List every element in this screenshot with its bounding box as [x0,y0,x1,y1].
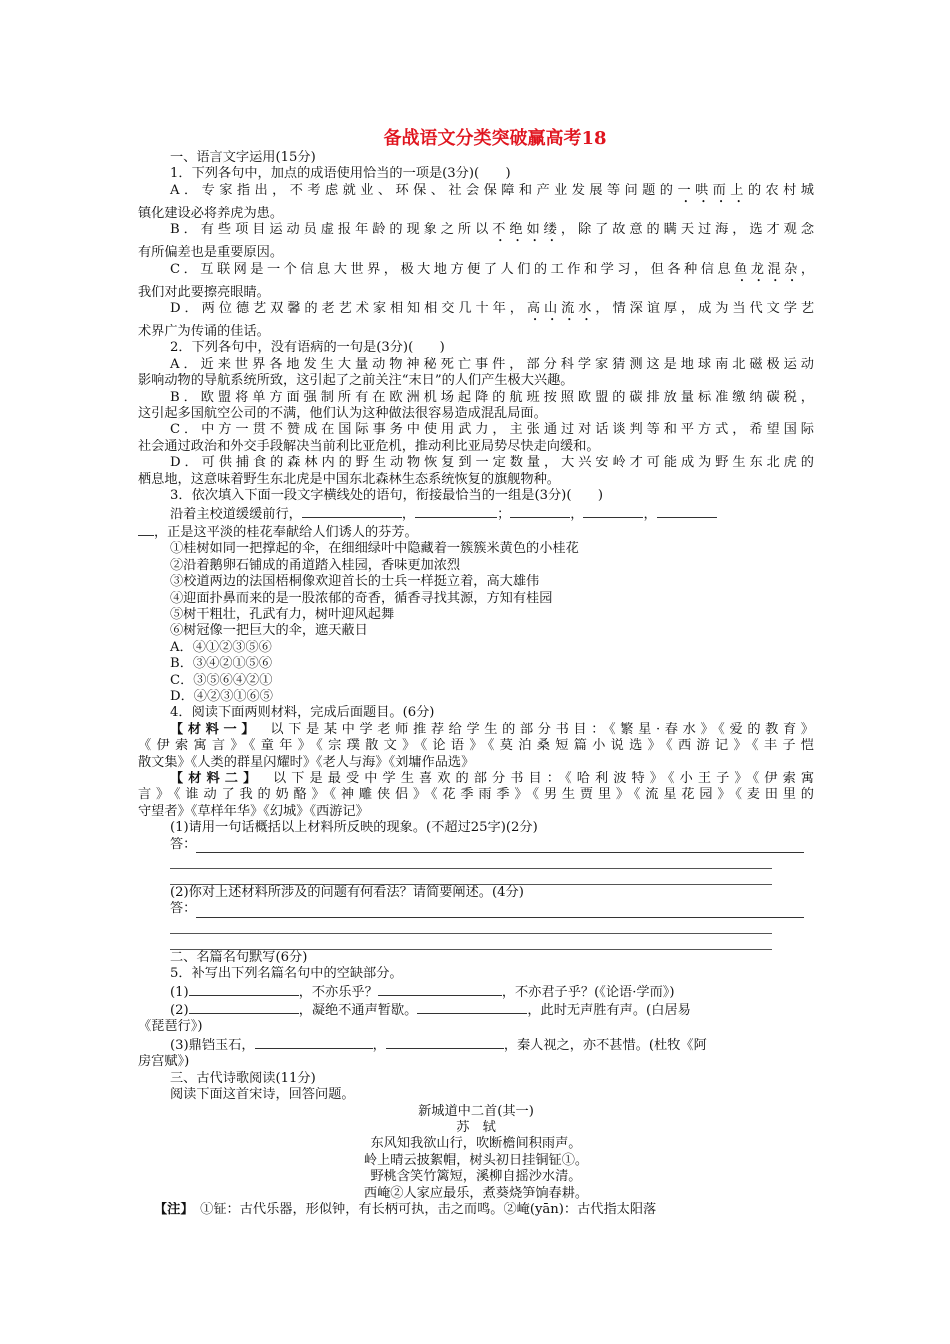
q1-option-d-cont: 术界广为传诵的佳话。 [138,324,270,340]
document-page [138,128,814,1218]
q4-answer-2: 答： [138,901,814,917]
q1-stem: 1．下列各句中，加点的成语使用恰当的一项是(3分)( ) [170,166,511,182]
q1-option-a: A．专家指出，不考虑就业、环保、社会保障和产业发展等问题的一哄而上的农村城 [170,182,814,198]
section-3-heading: 三、古代诗歌阅读(11分) [170,1070,316,1086]
q3-option: C．③⑤⑥④②① [170,672,273,688]
q5-blank[interactable] [386,1036,504,1049]
q3-blank-2[interactable] [415,505,497,518]
q4-material-1-cont: 散文集》《人类的群星闪耀时》《老人与海》《刘墉作品选》 [138,754,475,770]
q3-item: ①桂树如同一把撑起的伞，在细细绿叶中隐藏着一簇簇米黄色的小桂花 [170,541,579,557]
q3-blank-6[interactable] [138,523,154,536]
section-2-heading: 二、名篇名句默写(6分) [170,949,308,965]
q5-stem: 5．补写出下列名篇名句中的空缺部分。 [170,966,403,982]
q1-c-idiom: 鱼龙混杂 [734,261,801,277]
q2-option-c: C．中方一贯不赞成在国际事务中使用武力，主张通过对话谈判等和平方式，希望国际 [170,422,814,438]
q3-blank-4[interactable] [583,505,643,518]
answer-line[interactable] [196,905,804,918]
poem-line: 野桃含笑竹篱短，溪柳自摇沙水清。 [370,1169,582,1185]
q5-line-2-cont: 《琵琶行》) [138,1019,203,1035]
q1-option-c-cont: 我们对此要擦亮眼睛。 [138,284,270,300]
q3-item: ⑥树冠像一把巨大的伞，遮天蔽日 [170,623,368,639]
q2-option-d-cont: 栖息地，这意味着野生东北虎是中国东北森林生态系统恢复的旗舰物种。 [138,471,560,487]
q3-item: ⑤树干粗壮，孔武有力，树叶迎风起舞 [170,606,395,622]
q1-option-b: B．有些项目运动员虚报年龄的现象之所以不绝如缕，除了故意的瞒天过海，选才观念 [170,222,814,238]
q3-item: ④迎面扑鼻而来的是一股浓郁的奇香，循香寻找其源，方知有桂园 [170,590,553,606]
q4-answer-1: 答： [138,837,814,853]
q3-passage-line1: 沿着主校道缓缓前行， ， ； ， ， [138,505,814,523]
q5-blank[interactable] [189,1001,299,1014]
q1-option-d: D．两位德艺双馨的老艺术家相知相交几十年，高山流水，情深谊厚，成为当代文学艺 [170,301,814,317]
q2-option-a: A．近来世界各地发生大量动物神秘死亡事件，部分科学家猜测这是地球南北磁极运动 [170,356,814,372]
poem-line: 西崦②人家应最乐，煮葵烧笋饷春耕。 [363,1185,589,1201]
q4-material-1: 【材料一】 以下是某中学老师推荐给学生的部分书目：《繁星·春水》《爱的教育》 [170,721,814,737]
q5-blank[interactable] [417,1001,527,1014]
q5-blank[interactable] [189,983,299,996]
answer-line[interactable] [170,853,772,869]
q5-line-3-cont: 房宫赋》) [138,1054,190,1070]
q3-option: A．④①②③⑤⑥ [170,639,272,655]
q5-blank[interactable] [255,1036,373,1049]
answer-line[interactable] [170,934,772,950]
q3-stem: 3．依次填入下面一段文字横线处的语句，衔接最恰当的一组是(3分)( ) [170,488,603,504]
answer-line[interactable] [170,869,772,885]
q2-option-d: D．可供捕食的森林内的野生动物恢复到一定数量，大兴安岭才可能成为野生东北虎的 [170,455,814,471]
q4-material-1-cont: 《伊索寓言》《童年》《宗璞散文》《论语》《莫泊桑短篇小说选》《西游记》《丰子恺 [138,738,814,754]
q2-option-b-cont: 这引起多国航空公司的不满，他们认为这种做法很容易造成混乱局面。 [138,406,547,422]
q4-part-2: (2)你对上述材料所涉及的问题有何看法？请简要阐述。(4分) [170,885,524,901]
poem-note: 【注】 ①钲：古代乐器，形似钟，有长柄可执，击之而鸣。②崦(yān)：古代指太阳落 [154,1201,657,1217]
q1-option-c: C．互联网是一个信息大世界，极大地方便了人们的工作和学习，但各种信息鱼龙混杂， [170,261,814,277]
q3-item: ②沿着鹅卵石铺成的甬道踏入桂园，香味更加浓烈 [170,557,461,573]
poem-intro: 阅读下面这首宋诗，回答问题。 [170,1087,355,1103]
q1-a-idiom: 一哄而上 [677,182,748,198]
document-title: 备战语文分类突破赢高考18 [383,128,607,149]
q2-stem: 2．下列各句中，没有语病的一句是(3分)( ) [170,340,445,356]
q5-blank[interactable] [378,983,502,996]
section-1-heading: 一、语言文字运用(15分) [170,150,316,165]
q3-blank-5[interactable] [657,505,717,518]
q3-passage-line2: ，正是这平淡的桂花奉献给人们诱人的芬芳。 [138,523,814,541]
answer-line[interactable] [170,918,772,934]
q4-stem: 4．阅读下面两则材料，完成后面题目。(6分) [170,705,435,721]
q1-b-idiom: 不绝如缕 [492,222,561,238]
poem-title: 新城道中二首(其一) [418,1103,534,1119]
q5-line-1: (1) ，不亦乐乎？ ，不亦君子乎？(《论语·学而》) [170,984,675,1000]
q3-option: D．④②③①⑥⑤ [170,688,273,704]
q3-blank-3[interactable] [510,505,570,518]
poem-author: 苏 轼 [456,1119,496,1135]
q3-blank-1[interactable] [302,505,402,518]
q4-material-2-cont: 言》《谁动了我的奶酪》《神雕侠侣》《花季雨季》《男生贾里》《流星花园》《麦田里的 [138,787,814,803]
q2-option-b: B．欧盟将单方面强制所有在欧洲机场起降的航班按照欧盟的碳排放量标准缴纳碳税， [170,389,814,405]
q3-item: ③校道两边的法国梧桐像欢迎首长的士兵一样挺立着，高大雄伟 [170,574,540,590]
poem-line: 岭上晴云披絮帽，树头初日挂铜钲①。 [363,1152,589,1168]
q4-part-1: (1)请用一句话概括以上材料所反映的现象。(不超过25字)(2分) [170,820,538,836]
q5-line-2: (2) ，凝绝不通声暂歇。 ，此时无声胜有声。(白居易 [170,1003,691,1019]
q4-material-2: 【材料二】 以下是最受中学生喜欢的部分书目：《哈利波特》《小王子》《伊索寓 [170,771,814,786]
q1-option-a-cont: 镇化建设必将养虎为患。 [138,205,284,221]
q5-line-3: (3)鼎铛玉石， ， ，秦人视之，亦不甚惜。(杜牧《阿 [170,1037,707,1053]
poem-line: 东风知我欲山行，吹断檐间积雨声。 [370,1136,582,1152]
q2-option-a-cont: 影响动物的导航系统所致，这引起了之前关注“末日”的人们产生极大兴趣。 [138,373,574,389]
q4-material-2-cont: 守望者》《草样年华》《幻城》《西游记》 [138,803,369,819]
q3-option: B．③④②①⑤⑥ [170,656,273,672]
q2-option-c-cont: 社会通过政治和外交手段解决当前利比亚危机，推动利比亚局势尽快走向缓和。 [138,438,600,454]
answer-line[interactable] [196,840,804,853]
q1-d-idiom: 高山流水 [526,301,596,317]
q1-option-b-cont: 有所偏差也是重要原因。 [138,245,284,261]
